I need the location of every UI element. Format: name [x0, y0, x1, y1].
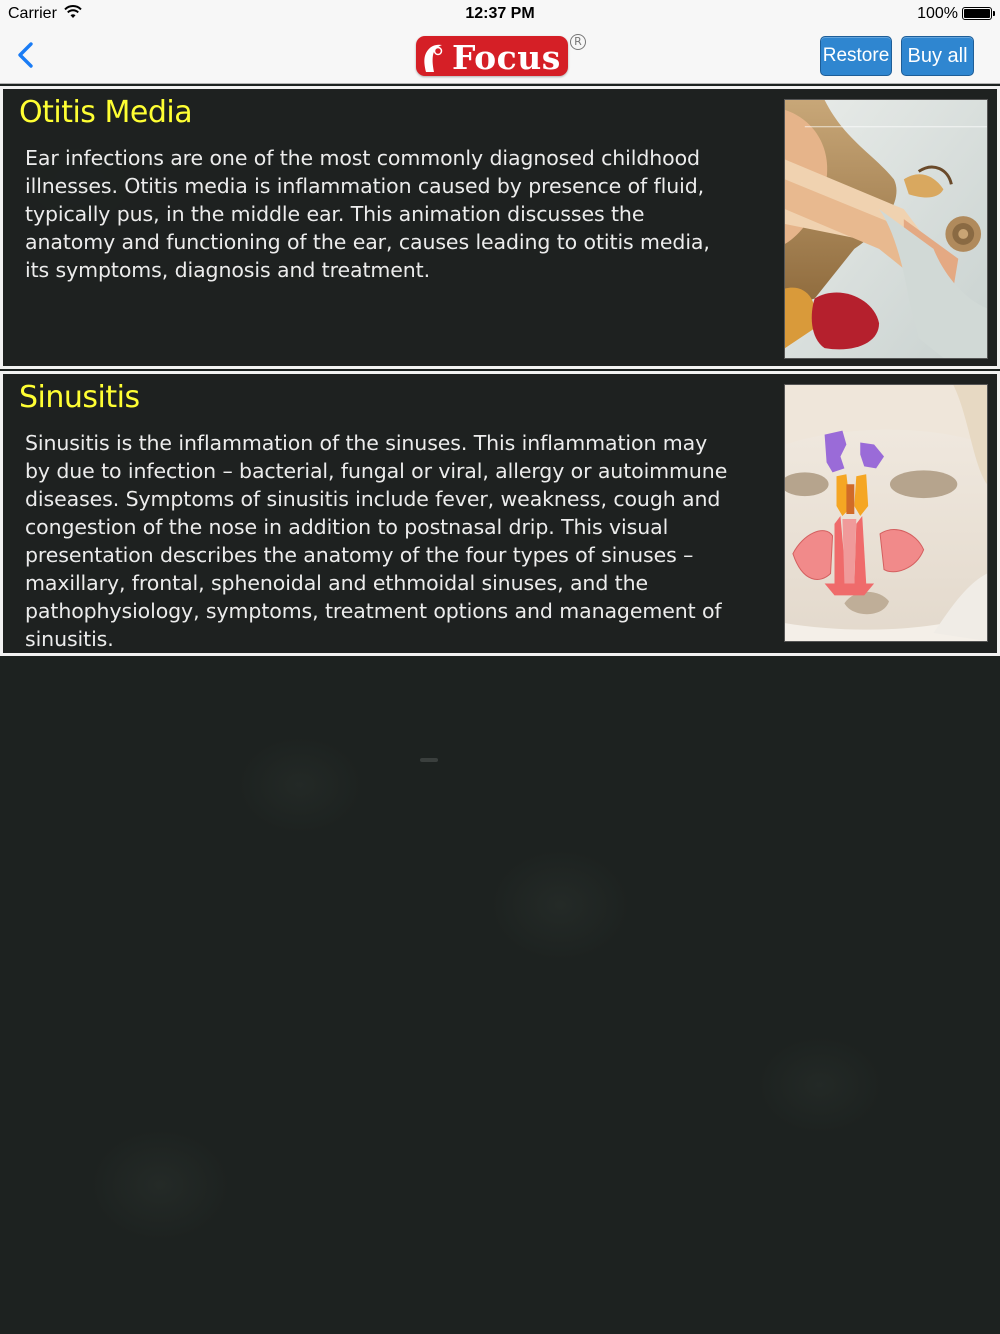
status-bar — [0, 0, 1000, 28]
battery-percentage: 100% — [917, 5, 958, 22]
topic-card-sinusitis[interactable] — [0, 371, 1000, 656]
sinus-anatomy-image — [785, 385, 987, 641]
topic-card-otitis-media[interactable] — [0, 86, 1000, 369]
status-time: 12:37 PM — [465, 5, 535, 22]
scroll-indicator — [420, 758, 438, 762]
logo-figure-icon — [420, 42, 446, 72]
buy-all-button[interactable]: Buy all — [901, 36, 974, 76]
topic-description: Ear infections are one of the most commonly diagnosed childhood illnesses. Otitis media is inflammation caused by presence of fluid, typically pus, in the middle ear. This animation discusses the anatomy and functioning of the ear, causes leading to otitis media, its symptoms, diagnosis and treatment. — [25, 146, 710, 282]
navigation-bar — [0, 28, 1000, 84]
restore-button[interactable]: Restore — [820, 36, 892, 76]
topic-title: Sinusitis — [19, 380, 140, 415]
ear-anatomy-thumbnail — [784, 99, 988, 359]
registered-mark: R — [570, 34, 586, 50]
back-chevron-icon[interactable] — [10, 38, 44, 72]
focus-logo — [416, 36, 568, 76]
topic-title: Otitis Media — [19, 95, 193, 130]
sinus-anatomy-thumbnail — [784, 384, 988, 642]
carrier-label: Carrier — [8, 5, 57, 22]
topic-description: Sinusitis is the inflammation of the sinuses. This inflammation may by due to infection – bacterial, fungal or viral, allergy or autoimmune diseases. Symptoms of sinusitis include fever, weakness, cough and congestion of the nose in addition to postnasal drip. This visual presentation describes the anatomy of the four types of sinuses – maxillary, frontal, sphenoidal and ethmoidal sinuses, and the pathophysiology, symptoms, treatment options and management of sinusitis. — [25, 431, 728, 651]
battery-icon — [962, 7, 992, 20]
ear-anatomy-image — [785, 100, 987, 358]
logo-text: Focus — [452, 38, 561, 77]
